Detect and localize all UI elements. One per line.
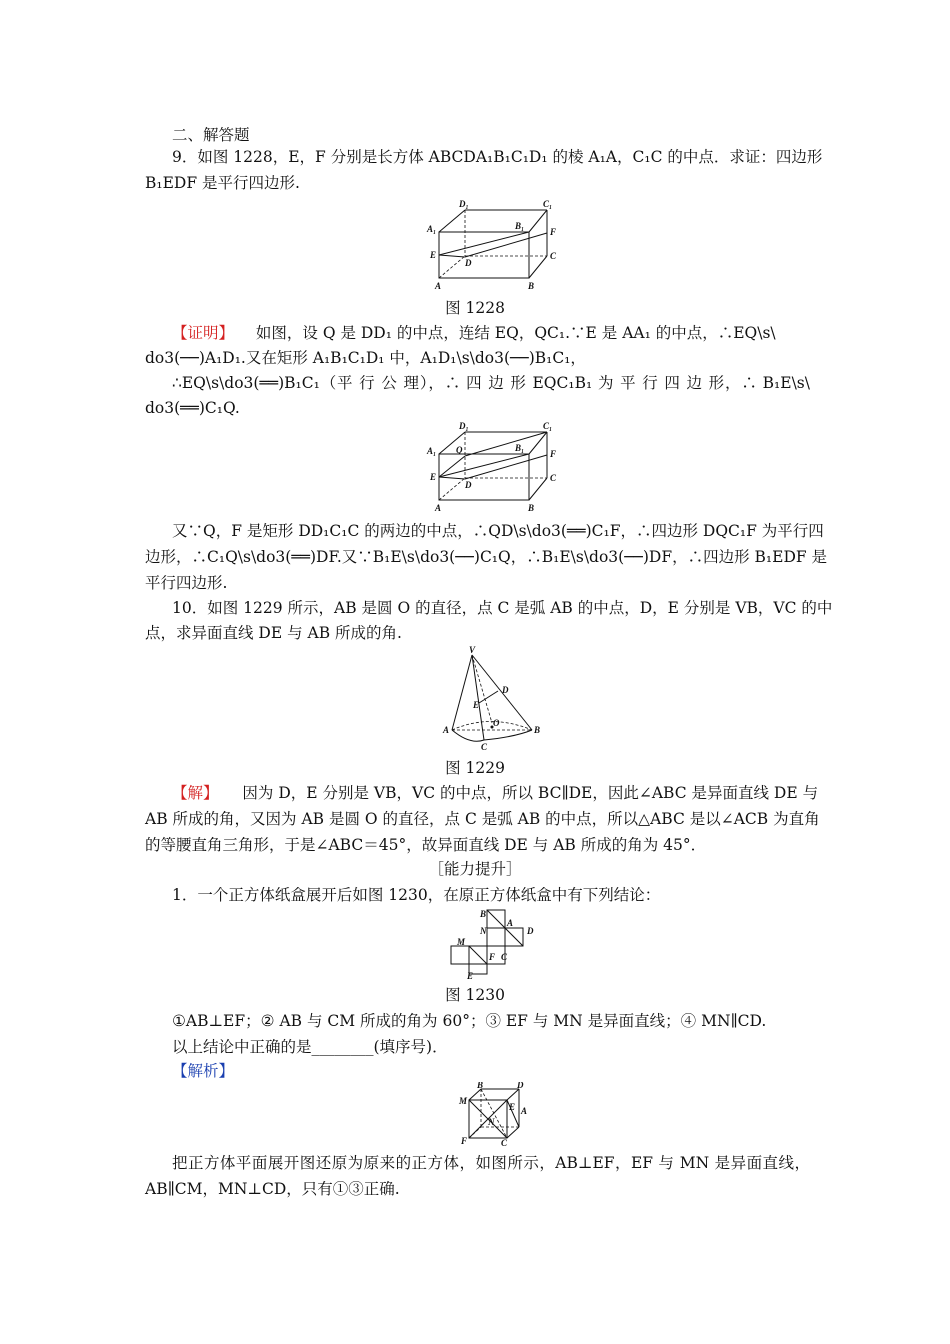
label: A: [521, 1106, 528, 1116]
label: V: [469, 645, 476, 655]
solution-line3: 的等腰直角三角形，于是∠ABC＝45°，故异面直线 DE 与 AB 所成的角为 45°．: [145, 836, 707, 854]
label: F: [550, 227, 557, 237]
label: D: [527, 926, 534, 936]
a1-line5: AB∥CM，MN⊥CD，只有①③正确.: [145, 1180, 400, 1198]
label: B: [528, 281, 535, 291]
figure-cube: [455, 1082, 535, 1148]
label: O: [493, 718, 500, 728]
label: A₁: [427, 224, 437, 234]
label: A: [443, 725, 450, 735]
q10-line1: 10．如图 1229 所示，AB 是圆 O 的直径，点 C 是弧 AB 的中点，D，E 分别是 VB，VC 的中: [172, 599, 833, 617]
label: F: [461, 1136, 468, 1146]
a1-line3: 以上结论中正确的是________(填序号)．: [172, 1038, 448, 1056]
label: M: [457, 937, 466, 947]
label: E: [467, 971, 474, 980]
label: B₁: [515, 443, 525, 453]
label: C: [501, 952, 508, 962]
label: D: [517, 1082, 524, 1090]
solution-line1: [172, 782, 837, 804]
analysis-tag: 【解析】: [172, 1062, 235, 1080]
label: N: [488, 1117, 495, 1127]
proof-line6: 边形，∴C₁Q\s\do3(══)DF.又∵B₁E\s\do3(──)C₁Q，∴B₁E\s\do3(──)DF，∴四边形 B₁EDF 是: [145, 548, 828, 566]
a1-line1: 1．一个正方体纸盒展开后如图 1230，在原正方体纸盒中有下列结论：: [172, 886, 661, 904]
label: C₁: [543, 421, 553, 431]
proof-text1: 如图，设 Q 是 DD₁ 的中点，连结 EQ，QC₁.∵E 是 AA₁ 的中点，∴EQ\s\: [255, 324, 776, 342]
figure-1229: [440, 645, 545, 753]
figure-1230: [445, 905, 545, 980]
label: E: [473, 700, 480, 710]
label: D₁: [459, 421, 469, 431]
label: M: [459, 1096, 468, 1106]
label: N: [480, 926, 487, 936]
label: B₁: [515, 221, 525, 231]
label: B: [534, 725, 541, 735]
label: F: [550, 449, 557, 459]
label: A: [435, 281, 442, 291]
q10-line2: 点，求异面直线 DE 与 AB 所成的角.: [145, 624, 402, 642]
label: F: [489, 952, 496, 962]
label: C: [501, 1138, 508, 1148]
proof-line3: ∴EQ\s\do3(══)B₁C₁（平 行 公 理），∴ 四 边 形 EQC₁B₁ 为 平 行 四 边 形，∴ B₁E\s\: [172, 374, 810, 392]
label: D₁: [459, 199, 469, 209]
label: B: [528, 503, 535, 513]
q9-line1: 9．如图 1228，E，F 分别是长方体 ABCDA₁B₁C₁D₁ 的棱 A₁A，C₁C 的中点．求证：四边形: [172, 148, 823, 166]
label: C: [481, 742, 488, 752]
label: A: [507, 918, 514, 928]
ability-heading: ［能力提升］: [428, 860, 522, 878]
label: C: [550, 251, 557, 261]
proof-tag: 【证明】: [172, 324, 235, 342]
proof-line1: [172, 322, 837, 344]
a1-line4: 把正方体平面展开图还原为原来的正方体，如图所示，AB⊥EF，EF 与 MN 是异面直线，: [172, 1154, 810, 1172]
label: C₁: [543, 199, 553, 209]
proof-line2: do3(──)A₁D₁.又在矩形 A₁B₁C₁D₁ 中，A₁D₁\s\do3(──)B₁C₁，: [145, 349, 586, 367]
label: A: [435, 503, 442, 513]
label: A₁: [427, 446, 437, 456]
label: C: [550, 473, 557, 483]
proof-line4: do3(══)C₁Q.: [145, 399, 240, 417]
figure-1228: [425, 198, 560, 292]
section-heading: 二、解答题: [172, 126, 250, 144]
solution-text1: 因为 D，E 分别是 VB，VC 的中点，所以 BC∥DE，因此∠ABC 是异面直线 DE 与: [242, 784, 819, 802]
label: D: [465, 258, 472, 268]
proof-line7: 平行四边形.: [145, 574, 228, 592]
label: B: [480, 909, 487, 919]
solution-line2: AB 所成的角，又因为 AB 是圆 O 的直径，点 C 是弧 AB 的中点，所以△ABC 是以∠ACB 为直角: [145, 810, 820, 828]
label: D: [502, 685, 509, 695]
label: D: [465, 480, 472, 490]
label: E: [430, 250, 437, 260]
figure-1230-caption: 图 1230: [445, 986, 505, 1004]
label: E: [430, 472, 437, 482]
label: E: [509, 1102, 516, 1112]
figure-proof: [425, 420, 560, 514]
proof-line5: 又∵Q，F 是矩形 DD₁C₁C 的两边的中点，∴QD\s\do3(══)C₁F，∴四边形 DQC₁F 为平行四: [172, 522, 824, 540]
figure-1228-caption: 图 1228: [445, 299, 505, 317]
q9-line2: B₁EDF 是平行四边形.: [145, 174, 300, 192]
figure-1229-caption: 图 1229: [445, 759, 505, 777]
a1-line2: ①AB⊥EF；② AB 与 CM 所成的角为 60°；③ EF 与 MN 是异面直线；④ MN∥CD.: [172, 1012, 767, 1030]
label: Q: [456, 445, 463, 455]
label: B: [477, 1082, 484, 1090]
solution-tag: 【解】: [172, 784, 219, 802]
